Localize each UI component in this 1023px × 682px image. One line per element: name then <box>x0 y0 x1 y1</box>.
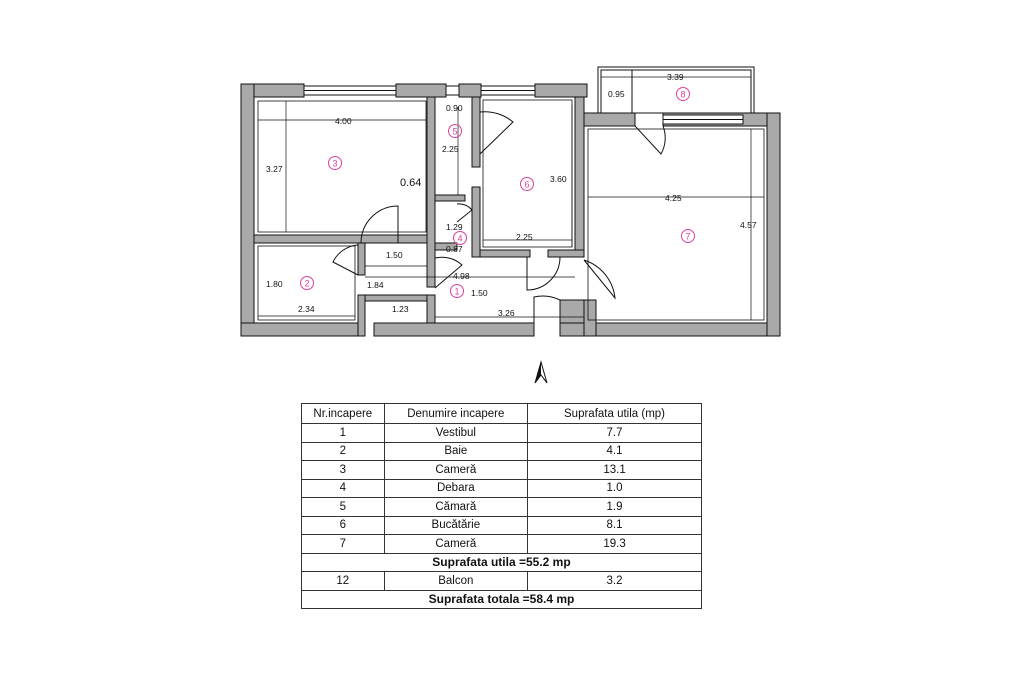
table-row <box>302 424 702 443</box>
wall-divider-kitchen <box>575 97 584 257</box>
wall-room3-right <box>427 97 435 287</box>
table-cell: 13.1 <box>528 461 702 480</box>
door-room7 <box>584 260 615 298</box>
svg-text:7: 7 <box>685 231 691 242</box>
wall-room3-bottom <box>254 235 430 243</box>
table-cell: Debara <box>384 479 527 498</box>
table-cell: 6 <box>302 516 385 535</box>
wall-pantry-mid <box>472 187 480 257</box>
column-header: Denumire incapere <box>384 404 527 424</box>
table-row <box>302 461 702 480</box>
wall-pantry-bottom <box>435 195 465 201</box>
table-cell: Cameră <box>384 461 527 480</box>
table-row <box>302 498 702 517</box>
svg-text:6: 6 <box>524 179 530 190</box>
dim-label: 1.84 <box>367 280 384 290</box>
table-cell: 19.3 <box>528 535 702 554</box>
table-cell: 3.2 <box>528 572 702 591</box>
table-cell: 8.1 <box>528 516 702 535</box>
svg-text:3: 3 <box>332 158 338 169</box>
wall-hall-low3 <box>560 300 584 323</box>
table-cell: 2 <box>302 442 385 461</box>
door-closet <box>457 204 472 222</box>
subtotal-cell: Suprafata utila =55.2 mp <box>302 553 702 572</box>
window-room5 <box>446 86 459 95</box>
north-arrow-icon <box>535 362 547 383</box>
door-balcony <box>635 126 665 154</box>
total-row <box>302 590 702 609</box>
table-cell: Cameră <box>384 535 527 554</box>
wall-bottom-left <box>241 323 358 336</box>
room-outlines <box>258 100 764 320</box>
table-row <box>302 479 702 498</box>
table-cell: Vestibul <box>384 424 527 443</box>
dim-label: 1.80 <box>266 279 283 289</box>
svg-text:2: 2 <box>304 278 310 289</box>
wall-pantry-right <box>472 97 480 167</box>
table-cell: 4 <box>302 479 385 498</box>
dim-label: 1.50 <box>471 288 488 298</box>
dim-label: 1.50 <box>386 250 403 260</box>
wall-top-mid <box>396 84 446 97</box>
table-row <box>302 442 702 461</box>
wall-divider-lower <box>584 300 596 336</box>
wall-kitchen-bottom2 <box>548 250 584 257</box>
wall-east <box>767 113 780 336</box>
room-marker-4 <box>454 232 467 245</box>
dim-label: 4.57 <box>740 220 757 230</box>
room-areas-table <box>301 403 702 609</box>
wall-hall-low2 <box>427 295 435 323</box>
room-marker-6 <box>521 178 534 191</box>
wall-bath-right <box>358 243 365 275</box>
dim-label: 3.60 <box>550 174 567 184</box>
table-cell: 7 <box>302 535 385 554</box>
svg-text:5: 5 <box>452 126 458 137</box>
table-cell: 1.0 <box>528 479 702 498</box>
room-marker-5 <box>449 125 462 138</box>
subtotal-row <box>302 553 702 572</box>
room-marker-8 <box>677 88 690 101</box>
dim-label: 3.26 <box>498 308 515 318</box>
room-marker-1 <box>451 285 464 298</box>
dim-label: 0.90 <box>446 103 463 113</box>
table-cell: 12 <box>302 572 385 591</box>
table-cell: 4.1 <box>528 442 702 461</box>
dim-label: 4.25 <box>665 193 682 203</box>
total-cell: Suprafata totala =58.4 mp <box>302 590 702 609</box>
dim-label: 4.00 <box>335 116 352 126</box>
door-bath <box>333 245 358 275</box>
door-pantry <box>480 112 513 154</box>
dimension-labels <box>266 72 757 318</box>
dim-label: 3.39 <box>667 72 684 82</box>
table-cell: Baie <box>384 442 527 461</box>
table-cell: 1.9 <box>528 498 702 517</box>
table-cell: Bucătărie <box>384 516 527 535</box>
wall-left <box>241 84 254 336</box>
room-marker-2 <box>301 277 314 290</box>
wall-top-right <box>535 84 587 97</box>
svg-text:1: 1 <box>454 286 460 297</box>
dim-label: 1.23 <box>392 304 409 314</box>
table-cell: 3 <box>302 461 385 480</box>
dim-label: 1.29 <box>446 222 463 232</box>
table-cell: 7.7 <box>528 424 702 443</box>
table-cell: Cămară <box>384 498 527 517</box>
dim-label: 2.34 <box>298 304 315 314</box>
wall-bath-right2 <box>358 295 365 336</box>
table-row <box>302 572 702 591</box>
room-marker-3 <box>329 157 342 170</box>
table-row <box>302 516 702 535</box>
table-cell: 5 <box>302 498 385 517</box>
wall-bottom-mid <box>374 323 534 336</box>
wall-kitchen-bottom <box>480 250 530 257</box>
column-header: Suprafata utila (mp) <box>528 404 702 424</box>
dim-label: 0.64 <box>400 177 422 189</box>
door-entry <box>534 296 560 336</box>
svg-text:4: 4 <box>457 233 463 244</box>
doors <box>333 112 665 336</box>
door-kitchen <box>527 257 560 290</box>
table-header-row <box>302 404 702 424</box>
dim-label: 0.95 <box>608 89 625 99</box>
dim-label: 2.25 <box>516 232 533 242</box>
dim-label: 4.98 <box>453 271 470 281</box>
dim-label: 3.27 <box>266 164 283 174</box>
dim-label: 0.87 <box>446 244 463 254</box>
column-header: Nr.incapere <box>302 404 385 424</box>
dim-label: 2.25 <box>442 144 459 154</box>
wall-hall-low <box>365 295 427 301</box>
table-cell: 1 <box>302 424 385 443</box>
wall-east-top <box>580 113 635 126</box>
room-marker-7 <box>682 230 695 243</box>
table-cell: Balcon <box>384 572 527 591</box>
wall-top-mid2 <box>459 84 481 97</box>
table-row <box>302 535 702 554</box>
svg-text:8: 8 <box>680 89 686 100</box>
